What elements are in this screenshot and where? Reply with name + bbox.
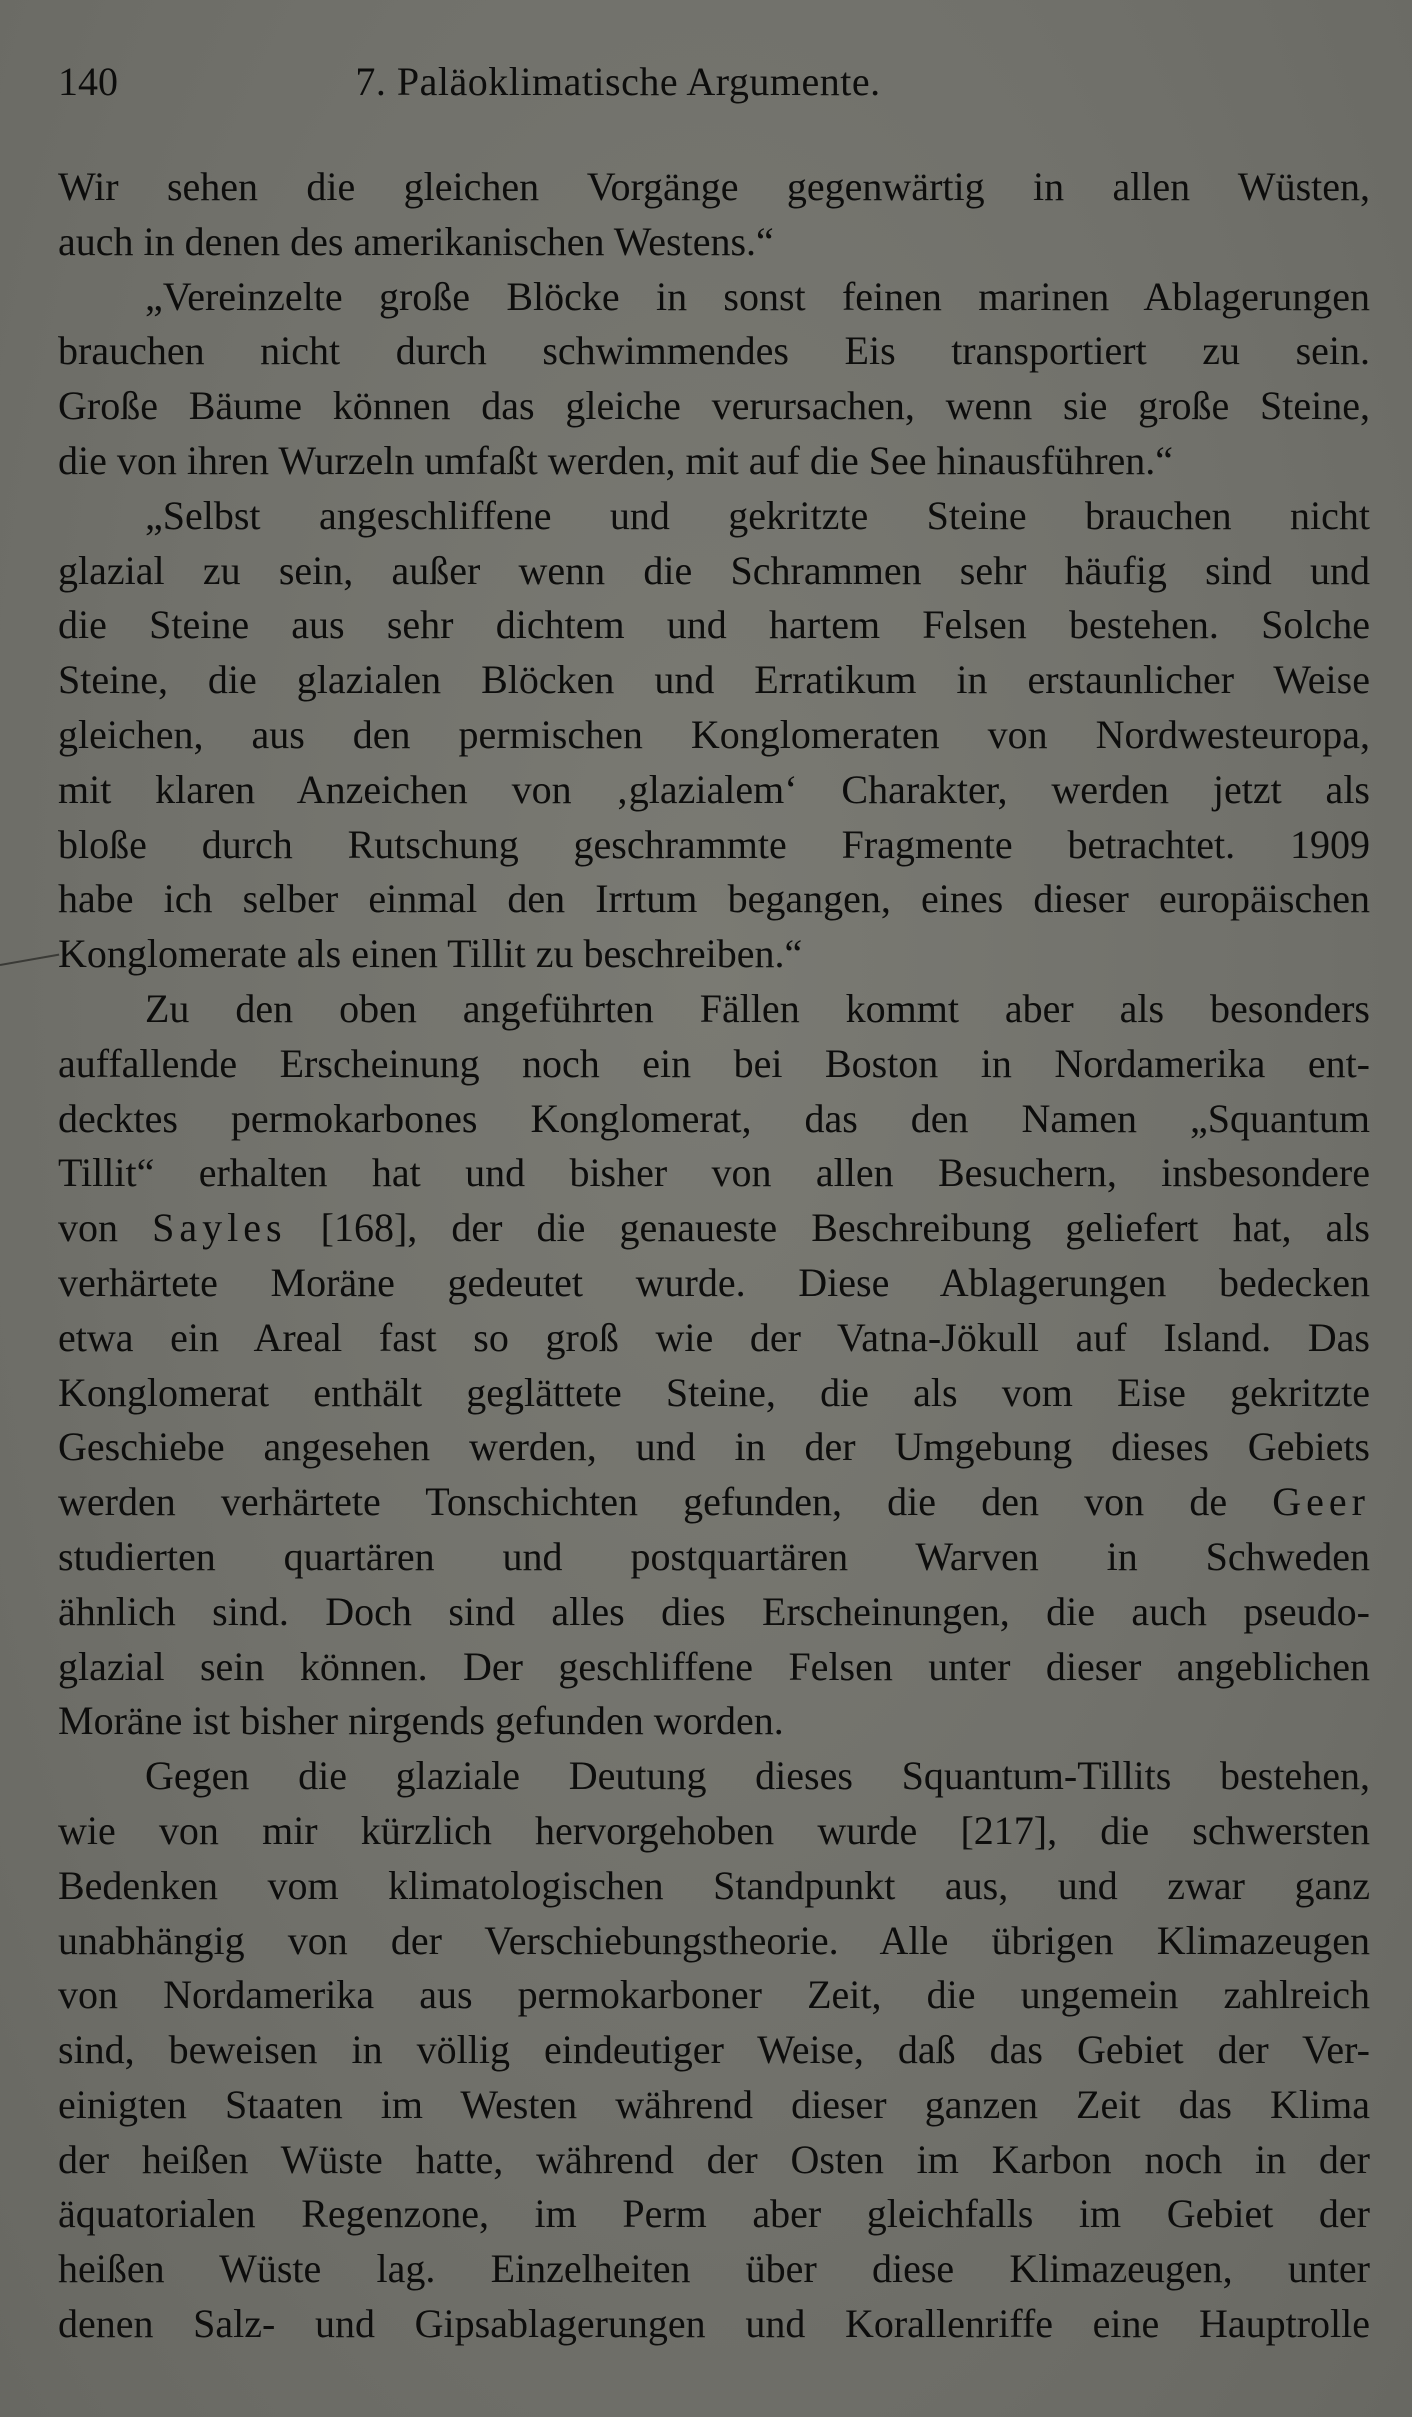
text-line: heißen Wüste lag. Einzelheiten über diese Klimazeugen, unter <box>58 2246 1370 2292</box>
text-line: Moräne ist bisher nirgends gefunden worden. <box>58 1698 784 1744</box>
text-line: Wir sehen die gleichen Vorgänge gegenwärtig in allen Wüsten, <box>58 164 1370 209</box>
margin-pencil-mark <box>0 954 59 966</box>
text-line: Geschiebe angesehen werden, und in der Umgebung dieses Gebiets <box>58 1424 1370 1470</box>
text-line: einigten Staaten im Westen während dieser ganzen Zeit das Klima <box>58 2081 1370 2127</box>
text-line: sind, beweisen in völlig eindeutiger Weise, daß das Gebiet der Ver- <box>58 2027 1370 2073</box>
spaced-name: Sayles <box>152 1205 287 1251</box>
text-line: etwa ein Areal fast so groß wie der Vatna-Jökull auf Island. Das <box>58 1314 1370 1360</box>
text-line: bloße durch Rutschung geschrammte Fragmente betrachtet. 1909 <box>58 821 1370 867</box>
text-line: Bedenken vom klimatologischen Standpunkt aus, und zwar ganz <box>58 1862 1370 1908</box>
text-line: Gegen die glaziale Deutung dieses Squantum-Tillits bestehen, <box>145 1753 1370 1799</box>
text-line: „Vereinzelte große Blöcke in sonst feinen marinen Ablagerungen <box>145 273 1370 319</box>
text-line: glazial zu sein, außer wenn die Schrammen sehr häufig sind und <box>58 547 1370 593</box>
text-line: habe ich selber einmal den Irrtum begangen, eines dieser europäischen <box>58 876 1370 922</box>
page-number: 140 <box>58 59 118 104</box>
text-line: decktes permokarbones Konglomerat, das den Namen „Squantum <box>58 1095 1370 1141</box>
text-line: von Sayles [168], der die genaueste Beschreibung geliefert hat, als <box>58 1205 1371 1251</box>
text-line: Tillit“ erhalten hat und bisher von allen Besuchern, insbesondere <box>58 1150 1370 1196</box>
text-line: studierten quartären und postquartären Warven in Schweden <box>58 1533 1370 1579</box>
text-line: mit klaren Anzeichen von ‚glazialem‘ Charakter, werden jetzt als <box>58 766 1370 812</box>
text-line: gleichen, aus den permischen Konglomeraten von Nordwesteuropa, <box>58 711 1370 757</box>
text-line: auch in denen des amerikanischen Westens.“ <box>58 218 774 264</box>
text-line: die von ihren Wurzeln umfaßt werden, mit auf die See hinausführen.“ <box>58 437 1174 483</box>
text-line: wie von mir kürzlich hervorgehoben wurde [217], die schwersten <box>58 1807 1370 1853</box>
running-title: 7. Paläoklimatische Argumente. <box>355 59 881 104</box>
text-line: äquatorialen Regenzone, im Perm aber gleichfalls im Gebiet der <box>58 2191 1370 2237</box>
text-line: Zu den oben angeführten Fällen kommt aber als besonders <box>145 985 1370 1031</box>
text-line: verhärtete Moräne gedeutet wurde. Diese Ablagerungen bedecken <box>58 1259 1370 1305</box>
text-line: Steine, die glazialen Blöcken und Erratikum in erstaunlicher Weise <box>58 657 1370 703</box>
spaced-name: Geer <box>1272 1479 1370 1525</box>
text-line: werden verhärtete Tonschichten gefunden, die den von de Geer <box>58 1479 1370 1525</box>
text-line: auffallende Erscheinung noch ein bei Boston in Nordamerika ent- <box>58 1040 1370 1086</box>
text-line: „Selbst angeschliffene und gekritzte Steine brauchen nicht <box>145 492 1370 538</box>
body-text <box>58 160 1370 2352</box>
text-line: der heißen Wüste hatte, während der Osten im Karbon noch in der <box>58 2136 1370 2182</box>
text-line: von Nordamerika aus permokarboner Zeit, die ungemein zahlreich <box>58 1972 1370 2018</box>
page-header <box>58 52 1368 112</box>
text-line: Konglomerat enthält geglättete Steine, die als vom Eise gekritzte <box>58 1369 1370 1415</box>
text-line: ähnlich sind. Doch sind alles dies Erscheinungen, die auch pseudo- <box>58 1588 1370 1634</box>
text-line: unabhängig von der Verschiebungstheorie. Alle übrigen Klimazeugen <box>58 1917 1370 1963</box>
text-line: Große Bäume können das gleiche verursachen, wenn sie große Steine, <box>58 383 1370 429</box>
text-line: denen Salz- und Gipsablagerungen und Korallenriffe eine Hauptrolle <box>58 2301 1370 2347</box>
text-line: brauchen nicht durch schwimmendes Eis transportiert zu sein. <box>58 328 1370 374</box>
text-line: die Steine aus sehr dichtem und hartem Felsen bestehen. Solche <box>58 602 1370 648</box>
text-line: glazial sein können. Der geschliffene Felsen unter dieser angeblichen <box>58 1643 1370 1689</box>
text-line: Konglomerate als einen Tillit zu beschreiben.“ <box>58 931 803 977</box>
